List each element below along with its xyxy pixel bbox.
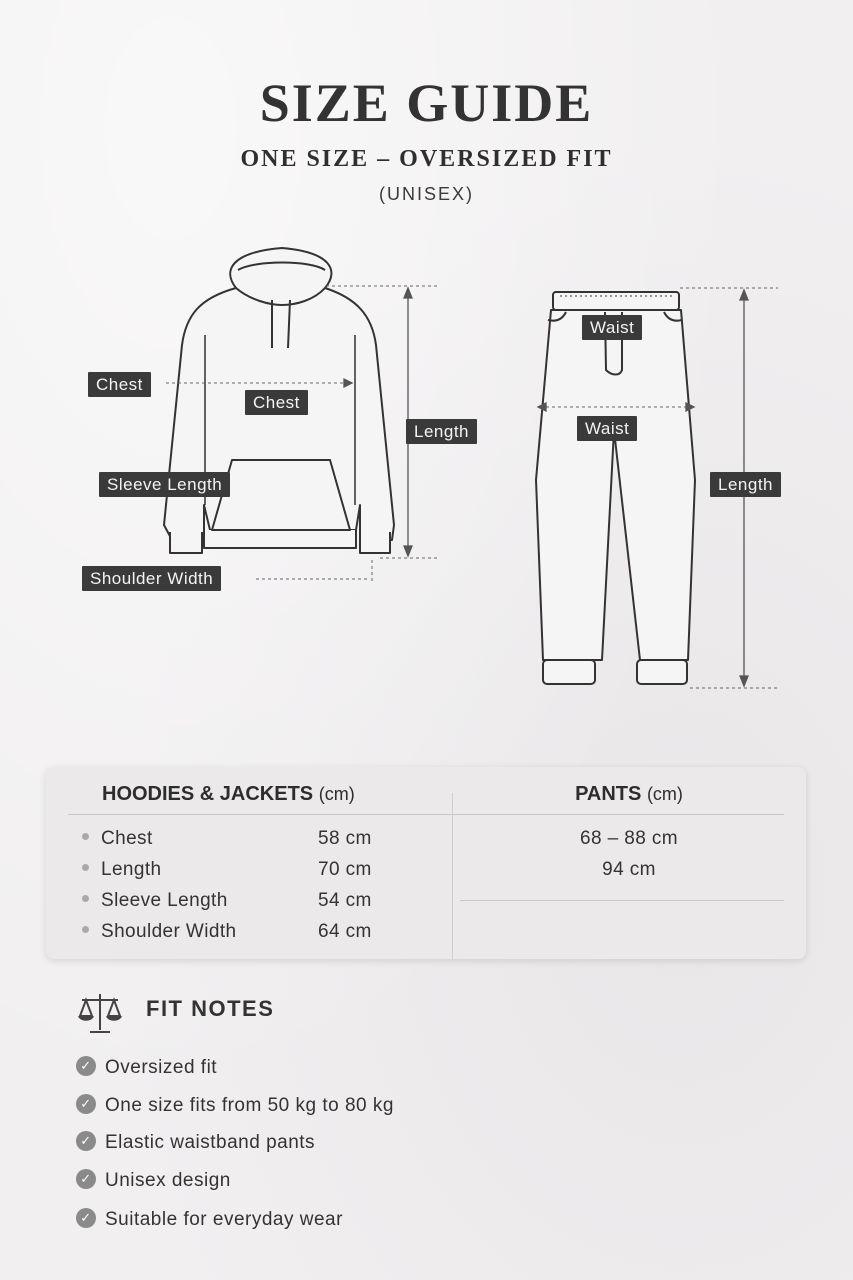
label-chest-inner: Chest [245,390,308,415]
label-waist-mid: Waist [577,416,637,441]
check-icon: ✓ [76,1094,96,1114]
table-cell: 58 cm [318,828,372,849]
unisex-note: (UNISEX) [378,184,474,204]
label-chest-outer: Chest [88,372,151,397]
check-icon: ✓ [76,1169,96,1189]
label-pants-length: Length [710,472,781,497]
pants-illustration [536,292,695,684]
table-cell: 64 cm [318,921,372,942]
table-row: Sleeve Length [82,890,228,912]
label-waist-top: Waist [582,315,642,340]
table-row: Length [82,859,162,881]
table-cell: 54 cm [318,890,372,911]
pants-cell: 68 – 88 cm [580,828,678,849]
fit-note-item: ✓ Elastic waistband pants [76,1132,315,1154]
check-icon: ✓ [76,1131,96,1151]
page-title: SIZE GUIDE [259,73,594,133]
page-subtitle: ONE SIZE – OVERSIZED FIT [240,146,613,172]
pants-header: PANTS (cm) [575,783,683,805]
table-row: Shoulder Width [82,921,237,943]
table-row: Chest [82,828,153,850]
hoodies-header: HOODIES & JACKETS (cm) [102,783,355,805]
header-divider [68,814,784,815]
label-shoulder-width: Shoulder Width [82,566,221,591]
fit-notes-title: FIT NOTES [146,996,275,1021]
label-hoodie-length: Length [406,419,477,444]
check-icon: ✓ [76,1208,96,1228]
fit-note-item: ✓ One size fits from 50 kg to 80 kg [76,1095,394,1117]
pants-cell: 94 cm [602,859,656,880]
table-cell: 70 cm [318,859,372,880]
pants-divider [460,900,784,901]
column-divider [452,793,453,959]
scale-icon [76,990,124,1036]
fit-note-item: ✓ Suitable for everyday wear [76,1209,343,1231]
label-sleeve-length: Sleeve Length [99,472,230,497]
fit-note-item: ✓ Unisex design [76,1170,231,1192]
size-table [46,767,806,959]
check-icon: ✓ [76,1056,96,1076]
fit-note-item: ✓ Oversized fit [76,1057,217,1079]
